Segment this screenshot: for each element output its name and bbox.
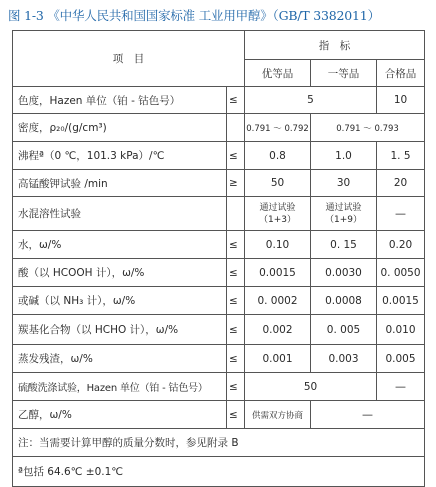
value-first: 30 — [311, 170, 377, 197]
value-first: 0.0008 — [311, 287, 377, 315]
value-first: 0.0030 — [311, 259, 377, 287]
table-row — [13, 345, 425, 373]
header-grade-qualified: 合格品 — [377, 60, 425, 87]
value-qualified: 0.0015 — [377, 287, 425, 315]
value-first: 0. 15 — [311, 231, 377, 259]
table-row — [13, 142, 425, 170]
row-name: 硫酸洗涤试验，Hazen 单位（铂 - 钴色号） — [13, 373, 227, 401]
table-row — [13, 259, 425, 287]
table-row — [13, 87, 425, 114]
row-operator: ≤ — [227, 401, 245, 429]
value-superior: 供需双方协商 — [245, 401, 311, 429]
row-operator: ≤ — [227, 315, 245, 345]
value-first: 1.0 — [311, 142, 377, 170]
value-superior: 0.001 — [245, 345, 311, 373]
header-grade-superior: 优等品 — [245, 60, 311, 87]
row-name: 密度，ρ₂₀/(g/cm³) — [13, 114, 227, 142]
row-operator: ≤ — [227, 259, 245, 287]
value-qualified: 10 — [377, 87, 425, 114]
row-operator: ≤ — [227, 231, 245, 259]
header-item: 项 目 — [13, 31, 245, 87]
row-operator: ≤ — [227, 287, 245, 315]
header-row-1 — [13, 31, 425, 60]
row-name: 乙醇，ω/% — [13, 401, 227, 429]
row-name: 沸程ª（0 ℃，101.3 kPa）/℃ — [13, 142, 227, 170]
row-name: 色度，Hazen 单位（铂 - 钴色号） — [13, 87, 227, 114]
table-row — [13, 170, 425, 197]
value-first: 通过试验 （1+9） — [311, 197, 377, 231]
footnote-row — [13, 457, 425, 487]
value-qualified: 0. 0050 — [377, 259, 425, 287]
table-row — [13, 315, 425, 345]
value-superior: 0. 0002 — [245, 287, 311, 315]
row-name: 水，ω/% — [13, 231, 227, 259]
row-operator: ≤ — [227, 373, 245, 401]
table-row — [13, 231, 425, 259]
table-note: 注：当需要计算甲醇的质量分数时，参见附录 B — [13, 429, 425, 457]
table-row — [13, 197, 425, 231]
row-operator: ≥ — [227, 170, 245, 197]
row-operator: ≤ — [227, 87, 245, 114]
table-row — [13, 114, 425, 142]
value-superior: 0.10 — [245, 231, 311, 259]
row-name: 水混溶性试验 — [13, 197, 227, 231]
value-qualified: 0.005 — [377, 345, 425, 373]
header-grade-first: 一等品 — [311, 60, 377, 87]
value-superior: 0.002 — [245, 315, 311, 345]
value-qualified: 0.20 — [377, 231, 425, 259]
value-qualified: — — [377, 373, 425, 401]
row-name: 蒸发残渣，ω/% — [13, 345, 227, 373]
figure-caption: 图 1-3 《中华人民共和国国家标准 工业用甲醇》（GB/T 3382011） — [8, 8, 380, 23]
row-name: 酸（以 HCOOH 计），ω/% — [13, 259, 227, 287]
value-superior: 0.0015 — [245, 259, 311, 287]
table-row — [13, 401, 425, 429]
row-operator: ≤ — [227, 345, 245, 373]
spec-table — [12, 30, 425, 487]
table-footnote: ª包括 64.6℃ ±0.1℃ — [13, 457, 425, 487]
value-first: 0. 005 — [311, 315, 377, 345]
value-superior: 50 — [245, 170, 311, 197]
value-superior: 通过试验 （1+3） — [245, 197, 311, 231]
table-row — [13, 287, 425, 315]
value-qualified: 1. 5 — [377, 142, 425, 170]
table-row — [13, 373, 425, 401]
value-qualified: 20 — [377, 170, 425, 197]
row-name: 羰基化合物（以 HCHO 计），ω/% — [13, 315, 227, 345]
value-superior: 0.8 — [245, 142, 311, 170]
value-qualified: — — [377, 197, 425, 231]
header-indicator: 指 标 — [245, 31, 425, 60]
value-first-qualified: — — [311, 401, 425, 429]
note-row — [13, 429, 425, 457]
value-qualified: 0.010 — [377, 315, 425, 345]
value-superior-first: 5 — [245, 87, 377, 114]
value-first: 0.003 — [311, 345, 377, 373]
value-superior-first: 50 — [245, 373, 377, 401]
value-superior: 0.791 ～ 0.792 — [245, 114, 311, 142]
value-first-qualified: 0.791 ～ 0.793 — [311, 114, 425, 142]
row-operator: ≤ — [227, 142, 245, 170]
row-operator — [227, 197, 245, 231]
row-operator — [227, 114, 245, 142]
row-name: 或碱（以 NH₃ 计），ω/% — [13, 287, 227, 315]
row-name: 高锰酸钾试验 /min — [13, 170, 227, 197]
